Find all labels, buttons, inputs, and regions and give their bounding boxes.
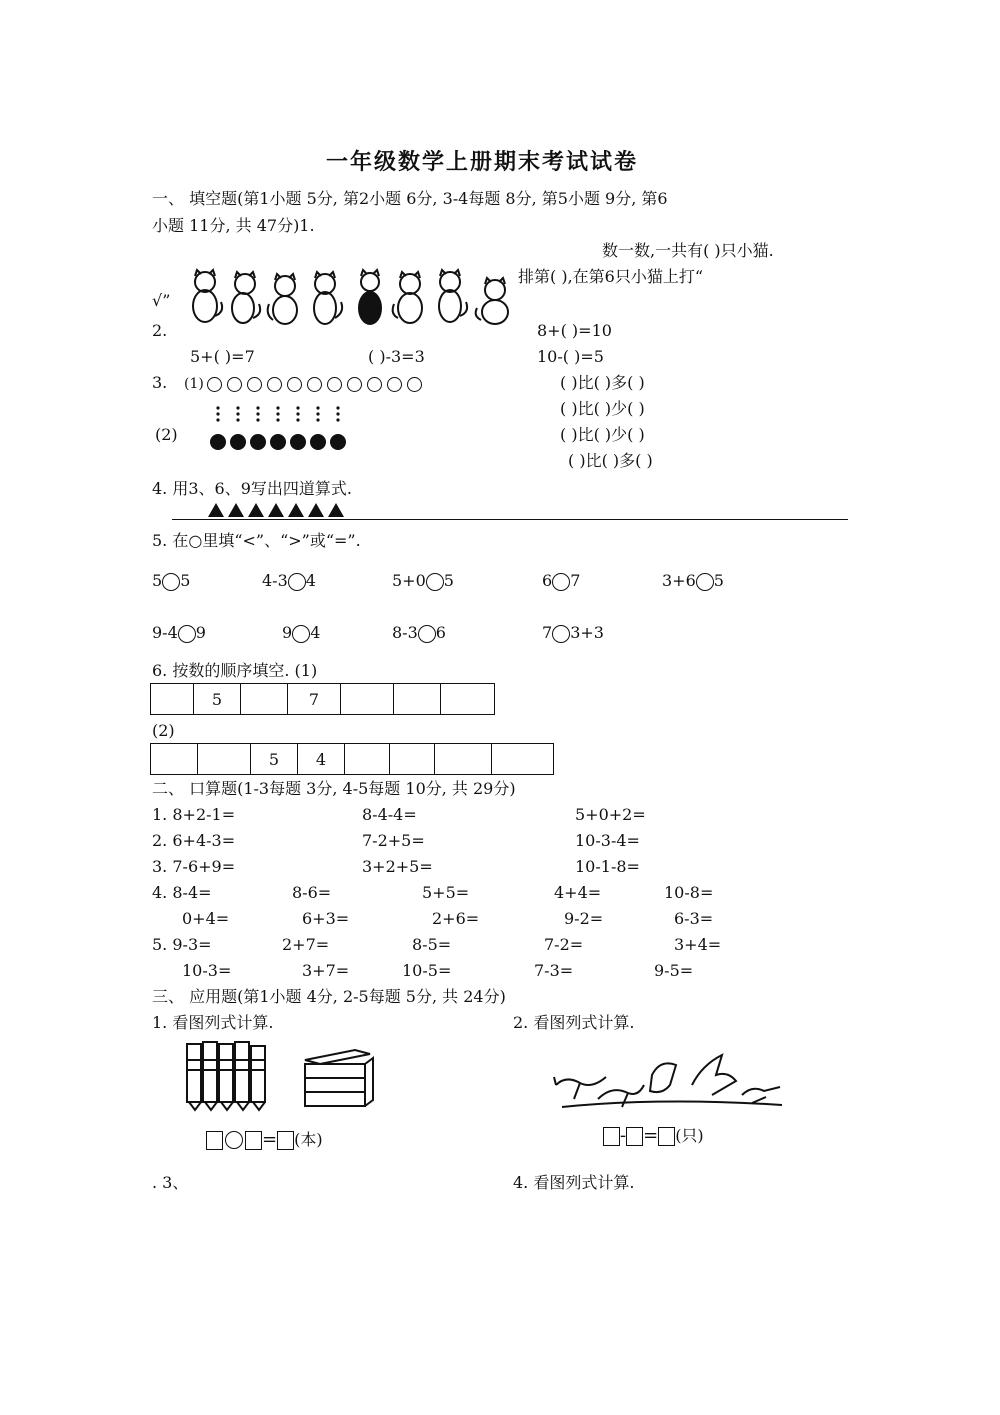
- triangle-icon: [268, 503, 284, 517]
- oral-calc-item: 10-1-8=: [575, 857, 640, 876]
- q5-row1-item: 3+6 5: [662, 571, 724, 590]
- q3-part1-label: (1): [184, 376, 204, 392]
- cats-illustration: [185, 268, 525, 330]
- page-title: 一年级数学上册期末考试试卷: [326, 149, 639, 175]
- answer-box[interactable]: [245, 1131, 262, 1150]
- circle-icon: [327, 377, 342, 392]
- oral-calc-item: 9-2=: [564, 909, 604, 928]
- s3-q1-equation: = (本): [206, 1130, 323, 1150]
- filled-circle-icon: [270, 434, 286, 450]
- oral-calc-item: 2+7=: [282, 935, 330, 954]
- q5-row1-item: 5+0 5: [392, 571, 454, 590]
- circle-icon: [307, 377, 322, 392]
- circle-icon: [347, 377, 362, 392]
- sequence-cell[interactable]: 4: [298, 744, 345, 775]
- circle-icon: [287, 377, 302, 392]
- oral-calc-item: 3+2+5=: [362, 857, 433, 876]
- dotted-connectors: [210, 404, 350, 424]
- sequence-cell[interactable]: [492, 744, 554, 775]
- cat-icon: [393, 272, 422, 323]
- oral-calc-item: 10-5=: [402, 961, 452, 980]
- cat-icon: [359, 270, 381, 324]
- books-illustration: [185, 1040, 385, 1115]
- q4-text: 4. 用3、6、9写出四道算式.: [152, 479, 352, 498]
- q6-text: 6. 按数的顺序填空. (1): [152, 661, 318, 680]
- oral-calc-item: 4+4=: [554, 883, 602, 902]
- q2-left-a: 5+( )=7: [190, 347, 255, 366]
- sequence-table-2: [150, 743, 554, 775]
- answer-circle[interactable]: [292, 625, 310, 643]
- q5-text: 5. 在○里填“<”、“>”或“=”.: [152, 531, 361, 550]
- q5-row2-item: 7 3+3: [542, 623, 604, 642]
- triangle-icon: [248, 503, 264, 517]
- oral-calc-item: 8-4-4=: [362, 805, 417, 824]
- section2-heading: 二、 口算题(1-3每题 3分, 4-5每题 10分, 共 29分): [152, 779, 516, 798]
- q5-row2-item: 9 4: [282, 623, 321, 642]
- circle-icon: [267, 377, 282, 392]
- oral-calc-item: 5+0+2=: [575, 805, 646, 824]
- q2-label: 2.: [152, 321, 168, 340]
- section3-heading: 三、 应用题(第1小题 4分, 2-5每题 5分, 共 24分): [152, 987, 506, 1006]
- sequence-cell[interactable]: 7: [288, 684, 341, 715]
- triangle-icon: [228, 503, 244, 517]
- hollow-circles-row: [207, 377, 422, 392]
- oral-calc-item: 2+6=: [432, 909, 480, 928]
- answer-circle[interactable]: [418, 625, 436, 643]
- sequence-cell[interactable]: [341, 684, 394, 715]
- sequence-cell[interactable]: [441, 684, 495, 715]
- sequence-cell[interactable]: [241, 684, 288, 715]
- section1-heading-line2: 小题 11分, 共 47分)1.: [152, 216, 315, 235]
- sequence-cell[interactable]: [435, 744, 492, 775]
- sequence-cell[interactable]: 5: [251, 744, 298, 775]
- compare-line-3: ( )比( )少( ): [560, 425, 645, 444]
- oral-calc-item: 7-3=: [534, 961, 574, 980]
- stacked-books-icon: [305, 1050, 373, 1106]
- answer-circle[interactable]: [178, 625, 196, 643]
- cat-icon: [232, 272, 260, 323]
- filled-circle-icon: [250, 434, 266, 450]
- oral-calc-item: 10-3=: [182, 961, 232, 980]
- bird-icon: [692, 1055, 736, 1095]
- oral-calc-item: 9-5=: [654, 961, 694, 980]
- standing-books-icon: [187, 1042, 265, 1110]
- bird-icon: [742, 1087, 780, 1103]
- q6-part2-label: (2): [152, 721, 175, 740]
- birds-illustration: [552, 1045, 787, 1115]
- filled-circle-icon: [210, 434, 226, 450]
- cat-icon: [193, 270, 222, 322]
- oral-calc-item: 8-5=: [412, 935, 452, 954]
- sequence-cell[interactable]: [198, 744, 251, 775]
- answer-circle[interactable]: [696, 573, 714, 591]
- oral-calc-item: 5. 9-3=: [152, 935, 212, 954]
- q1-check-text: √”: [152, 291, 171, 310]
- q5-row1-item: 5 5: [152, 571, 191, 590]
- oral-calc-item: 0+4=: [182, 909, 230, 928]
- answer-box[interactable]: [206, 1131, 223, 1150]
- bird-icon: [554, 1077, 606, 1099]
- q1-count-text: 数一数,一共有( )只小猫.: [602, 241, 774, 260]
- sequence-cell[interactable]: 5: [194, 684, 241, 715]
- circle-icon: [227, 377, 242, 392]
- q2-right-top: 8+( )=10: [537, 321, 612, 340]
- compare-line-1: ( )比( )多( ): [560, 373, 645, 392]
- circle-icon: [407, 377, 422, 392]
- circle-icon: [247, 377, 262, 392]
- q5-row2-item: 9-4 9: [152, 623, 206, 642]
- oral-calc-item: 2. 6+4-3=: [152, 831, 236, 850]
- sequence-cell[interactable]: [345, 744, 390, 775]
- circle-icon: [367, 377, 382, 392]
- section1-heading-line1: 一、 填空题(第1小题 5分, 第2小题 6分, 3-4每题 8分, 第5小题 9分, 第6: [152, 189, 668, 208]
- answer-circle[interactable]: [225, 1131, 243, 1149]
- q5-row1-item: 6 7: [542, 571, 581, 590]
- triangle-icon: [308, 503, 324, 517]
- sequence-cell[interactable]: [394, 684, 441, 715]
- answer-box[interactable]: [603, 1127, 620, 1146]
- answer-box[interactable]: [626, 1127, 643, 1146]
- s3-q2-text: 2. 看图列式计算.: [513, 1013, 635, 1032]
- oral-calc-item: 10-3-4=: [575, 831, 640, 850]
- oral-calc-item: 3+4=: [674, 935, 722, 954]
- compare-line-4: ( )比( )多( ): [568, 451, 653, 470]
- q5-row2-item: 8-3 6: [392, 623, 446, 642]
- q3-label: 3.: [152, 373, 168, 392]
- sequence-cell[interactable]: [151, 744, 198, 775]
- q3-part2-label: (2): [155, 425, 178, 444]
- oral-calc-item: 3+7=: [302, 961, 350, 980]
- triangle-icon: [328, 503, 344, 517]
- answer-line: [172, 519, 848, 520]
- q5-row1-item: 4-3 4: [262, 571, 316, 590]
- filled-circle-icon: [330, 434, 346, 450]
- filled-dots-row: [210, 434, 346, 450]
- filled-circle-icon: [310, 434, 326, 450]
- cat-icon: [314, 272, 342, 324]
- filled-circle-icon: [230, 434, 246, 450]
- s3-q2-equation: - = (只): [603, 1126, 704, 1146]
- answer-circle[interactable]: [426, 573, 444, 591]
- q2-right-bottom: 10-( )=5: [537, 347, 604, 366]
- oral-calc-item: 7-2=: [544, 935, 584, 954]
- oral-calc-item: 3. 7-6+9=: [152, 857, 236, 876]
- answer-box[interactable]: [658, 1127, 675, 1146]
- bird-icon: [650, 1063, 676, 1092]
- triangle-icon: [208, 503, 224, 517]
- answer-circle[interactable]: [288, 573, 306, 591]
- answer-box[interactable]: [277, 1131, 294, 1150]
- sequence-cell[interactable]: [390, 744, 435, 775]
- s3-q4-text: 4. 看图列式计算.: [513, 1173, 635, 1192]
- oral-calc-item: 8-6=: [292, 883, 332, 902]
- oral-calc-item: 10-8=: [664, 883, 714, 902]
- s3-q1-text: 1. 看图列式计算.: [152, 1013, 274, 1032]
- s3-q3-text: . 3、: [152, 1173, 189, 1192]
- q2-left-b: ( )-3=3: [368, 347, 425, 366]
- sequence-table-1: [150, 683, 495, 715]
- oral-calc-item: 7-2+5=: [362, 831, 425, 850]
- oral-calc-item: 6-3=: [674, 909, 714, 928]
- triangle-icon: [288, 503, 304, 517]
- oral-calc-item: 4. 8-4=: [152, 883, 212, 902]
- answer-circle[interactable]: [552, 625, 570, 643]
- oral-calc-item: 5+5=: [422, 883, 470, 902]
- filled-circle-icon: [290, 434, 306, 450]
- answer-circle[interactable]: [552, 573, 570, 591]
- answer-circle[interactable]: [162, 573, 180, 591]
- compare-line-2: ( )比( )少( ): [560, 399, 645, 418]
- triangles-row: [208, 503, 344, 517]
- circle-icon: [207, 377, 222, 392]
- cat-icon: [268, 274, 297, 324]
- sequence-cell[interactable]: [151, 684, 194, 715]
- oral-calc-item: 1. 8+2-1=: [152, 805, 236, 824]
- q1-rank-text: 排第( ),在第6只小猫上打“: [518, 267, 704, 286]
- cat-icon: [439, 270, 467, 322]
- oral-calc-item: 6+3=: [302, 909, 350, 928]
- cat-icon: [476, 278, 508, 324]
- circle-icon: [387, 377, 402, 392]
